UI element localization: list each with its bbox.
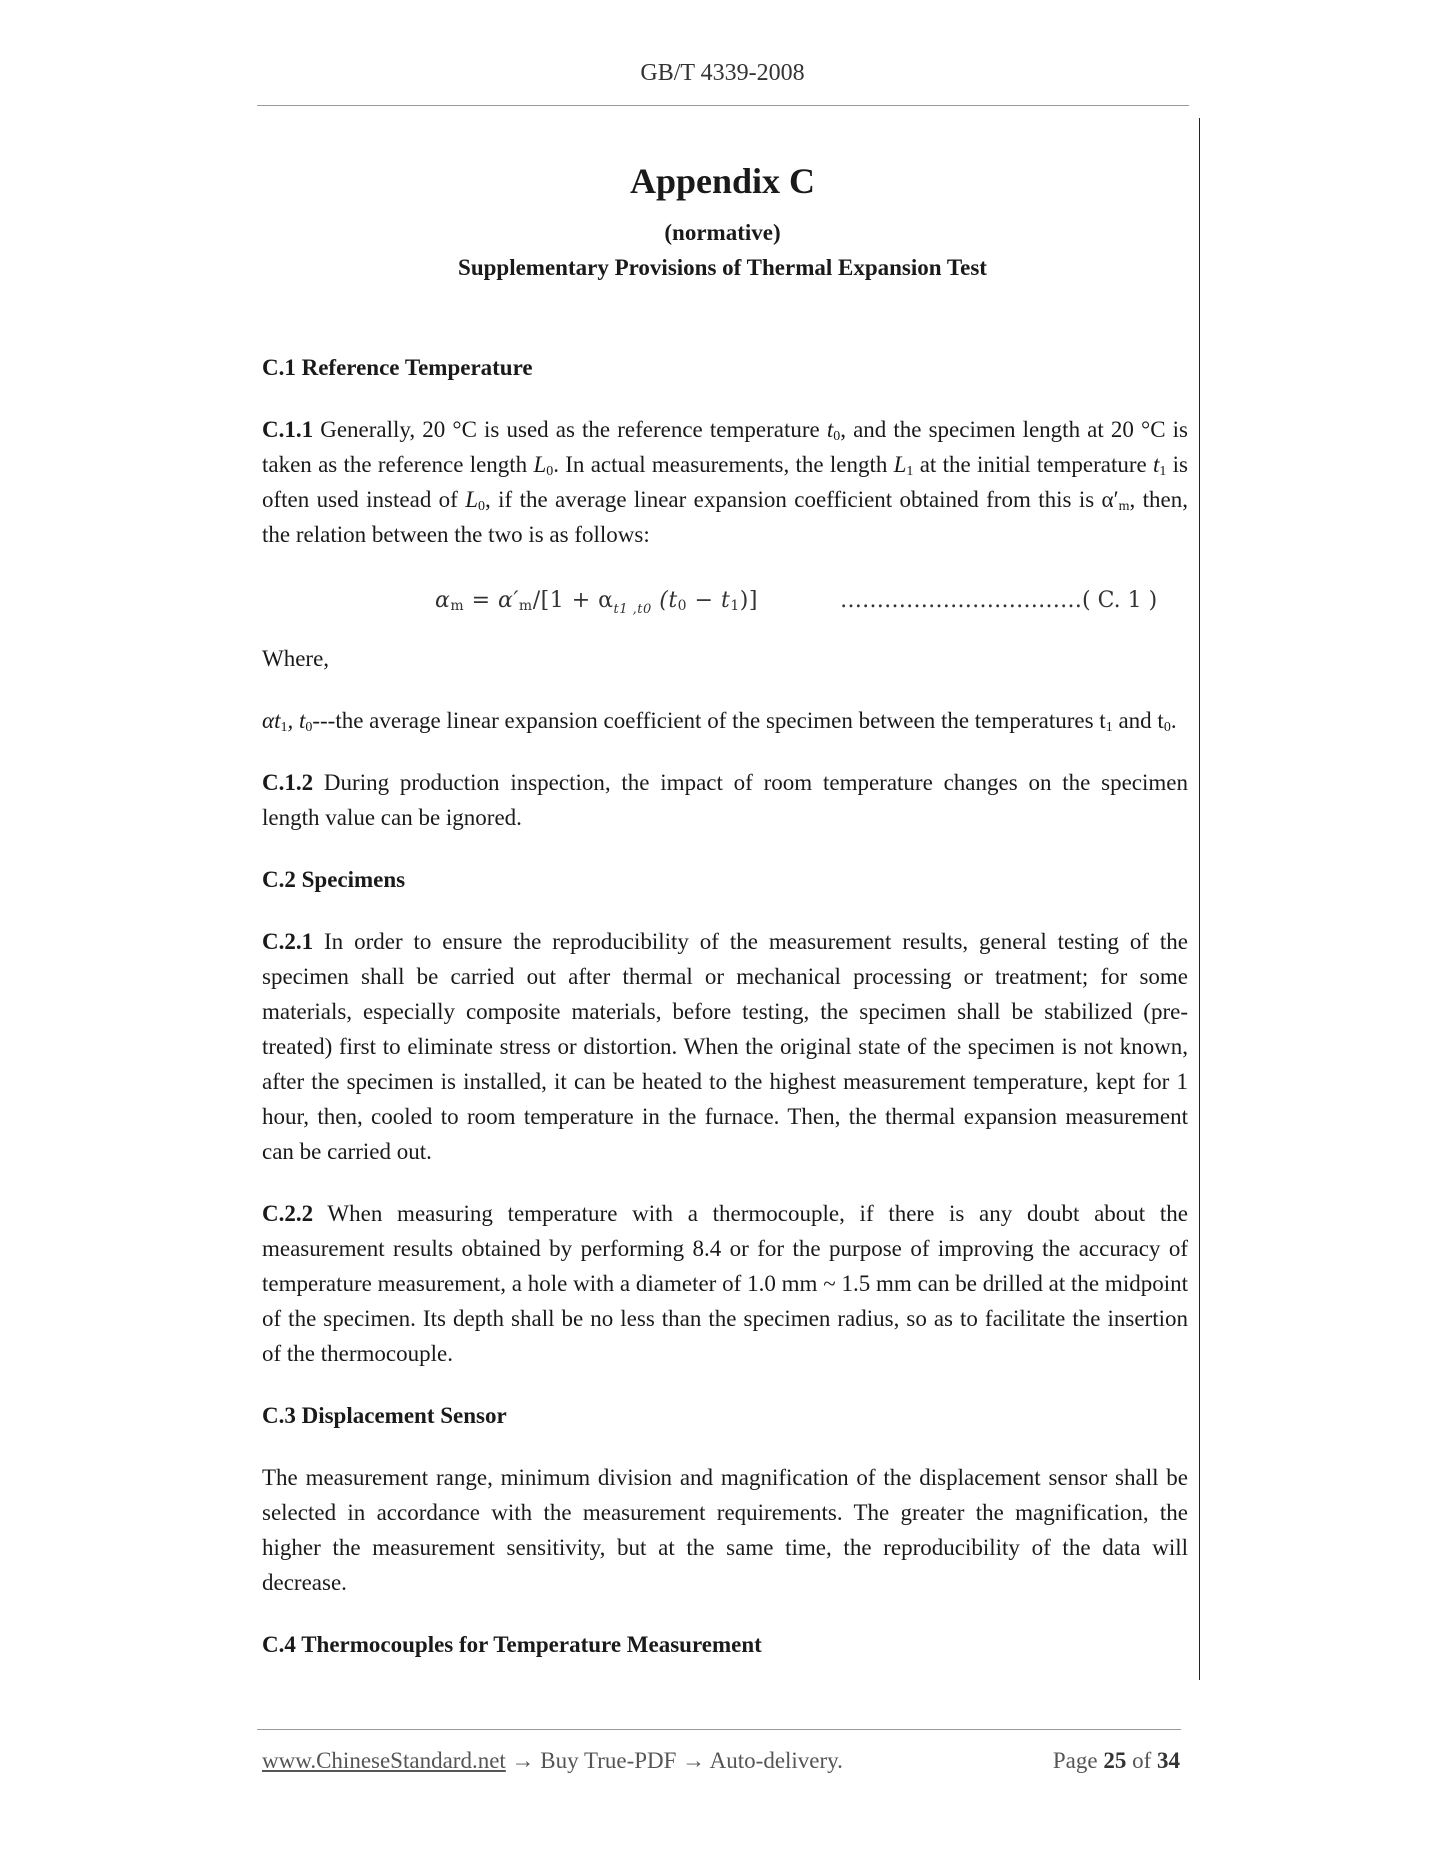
section-heading-c4: C.4 Thermocouples for Temperature Measurement xyxy=(262,1632,762,1657)
equation-c1 xyxy=(262,579,1188,627)
clause-number: C.1.2 xyxy=(262,770,314,795)
appendix-type: (normative) xyxy=(664,220,781,245)
equation-expression: $\alpha_m = \alpha'_m/[1 + \alpha_{t1 ,t0}$ $(t_0 - t_1)$] xyxy=(435,588,758,617)
header-divider xyxy=(257,105,1189,106)
document-body xyxy=(262,350,1188,1689)
section-heading-c2: C.2 Specimens xyxy=(262,867,406,892)
right-margin-rule xyxy=(1199,118,1200,1680)
equation-number: ……………………………( C. 1 ) xyxy=(840,588,1158,613)
clause-c1-2: C.1.2 During production inspection, the impact of room temperature changes on the specimen length value can be ignored. xyxy=(262,770,1188,830)
where-label: Where, xyxy=(262,646,330,671)
footer-tagline: → Buy True-PDF → Auto-delivery. xyxy=(505,1748,843,1773)
footer-divider xyxy=(257,1729,1181,1730)
total-pages: 34 xyxy=(1157,1748,1180,1773)
section-heading-c3: C.3 Displacement Sensor xyxy=(262,1403,507,1428)
clause-c3-text: The measurement range, minimum division and magnification of the displacement sensor shall be selected in accordance with the measurement requirements. The greater the magnification, the higher the measurement sensitivity, but at the same time, the reproducibility of the data will decrease. xyxy=(262,1465,1188,1595)
footer-promo xyxy=(262,1748,843,1774)
page-indicator: Page 25 of 34 xyxy=(1052,1748,1180,1773)
current-page: 25 xyxy=(1103,1748,1127,1773)
clause-c2-1: C.2.1 In order to ensure the reproducibility of the measurement results, general testing of the specimen shall be carried out after thermal or mechanical processing or treatment; for some materials, especially composite materials, before testing, the specimen shall be stabilized (pre-treated) first to eliminate stress or distortion. When the original state of the specimen is not known, after the specimen is installed, it can be heated to the highest measurement temperature, kept for 1 hour, then, cooled to room temperature in the furnace. Then, the thermal expansion measurement can be carried out. xyxy=(262,929,1188,1164)
header-doc-code: GB/T 4339-2008 xyxy=(640,60,805,86)
clause-number: C.1.1 xyxy=(262,417,314,442)
clause-number: C.2.1 xyxy=(262,929,314,954)
appendix-subtitle: Supplementary Provisions of Thermal Expansion Test xyxy=(458,255,987,280)
section-heading-c1: C.1 Reference Temperature xyxy=(262,355,533,380)
clause-number: C.2.2 xyxy=(262,1201,314,1226)
appendix-title: Appendix C xyxy=(629,161,816,201)
clause-c1-1: C.1.1 Generally, 20 °C is used as the reference temperature $t_0$, and the specimen length at 20 °C is taken as the reference length $L_0$. In actual measurements, the length $L_1$ at the initial temperature $t_1$ is often used instead of $L_0$, if the average linear expansion coefficient obtained from this is $\alpha'_m$, then, the relation between the two is as follows: xyxy=(262,417,1188,547)
site-link[interactable]: www.ChineseStandard.net xyxy=(262,1748,506,1773)
clause-c2-2: C.2.2 When measuring temperature with a thermocouple, if there is any doubt about the measurement results obtained by performing 8.4 or for the purpose of improving the accuracy of temperature measurement, a hole with a diameter of 1.0 mm ~ 1.5 mm can be drilled at the midpoint of the specimen. Its depth shall be no less than the specimen radius, so as to facilitate the insertion of the thermocouple. xyxy=(262,1201,1188,1366)
where-definition: $\alpha t_1$, $t_0--$-the average linear expansion coefficient of the specimen between the temperatures $t_1$ and $t_0$. xyxy=(262,708,1177,735)
